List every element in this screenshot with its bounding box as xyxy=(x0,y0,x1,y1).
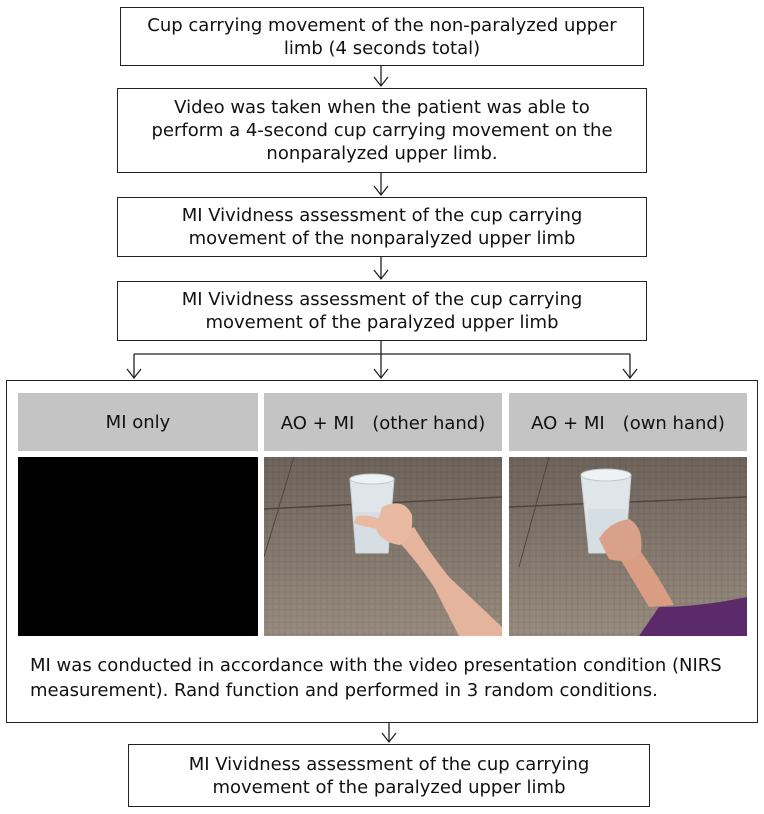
condition-header-mi-only: MI only xyxy=(18,393,258,451)
black-screen-panel xyxy=(18,457,258,636)
condition-header-ao-mi-other-hand: AO + MI (other hand) xyxy=(264,393,502,451)
step-2-text: Video was taken when the patient was able to perform a 4-second cup carrying movement on the nonparalyzed upper limb. xyxy=(151,97,613,164)
step-3-box xyxy=(117,197,647,257)
final-step-text: MI Vividness assessment of the cup carrying movement of the paralyzed upper limb xyxy=(188,753,590,798)
step-1-box xyxy=(120,7,644,66)
cup-photo-own-hand xyxy=(509,457,747,636)
step-1-text: Cup carrying movement of the non-paralyzed upper limb (4 seconds total) xyxy=(147,14,617,59)
step-3-text: MI Vividness assessment of the cup carrying movement of the nonparalyzed upper limb xyxy=(181,205,583,249)
condition-header-ao-mi-own-hand: AO + MI (own hand) xyxy=(509,393,747,451)
step-4-box xyxy=(117,281,647,341)
cup-photo-other-hand xyxy=(264,457,502,636)
condition-note: MI was conducted in accordance with the video presentation condition (NIRS measurement). Rand function and performed in 3 random conditions. xyxy=(30,655,722,701)
step-2-box xyxy=(117,88,647,173)
final-step-box xyxy=(128,744,650,807)
step-4-text: MI Vividness assessment of the cup carrying movement of the paralyzed upper limb xyxy=(181,289,583,333)
